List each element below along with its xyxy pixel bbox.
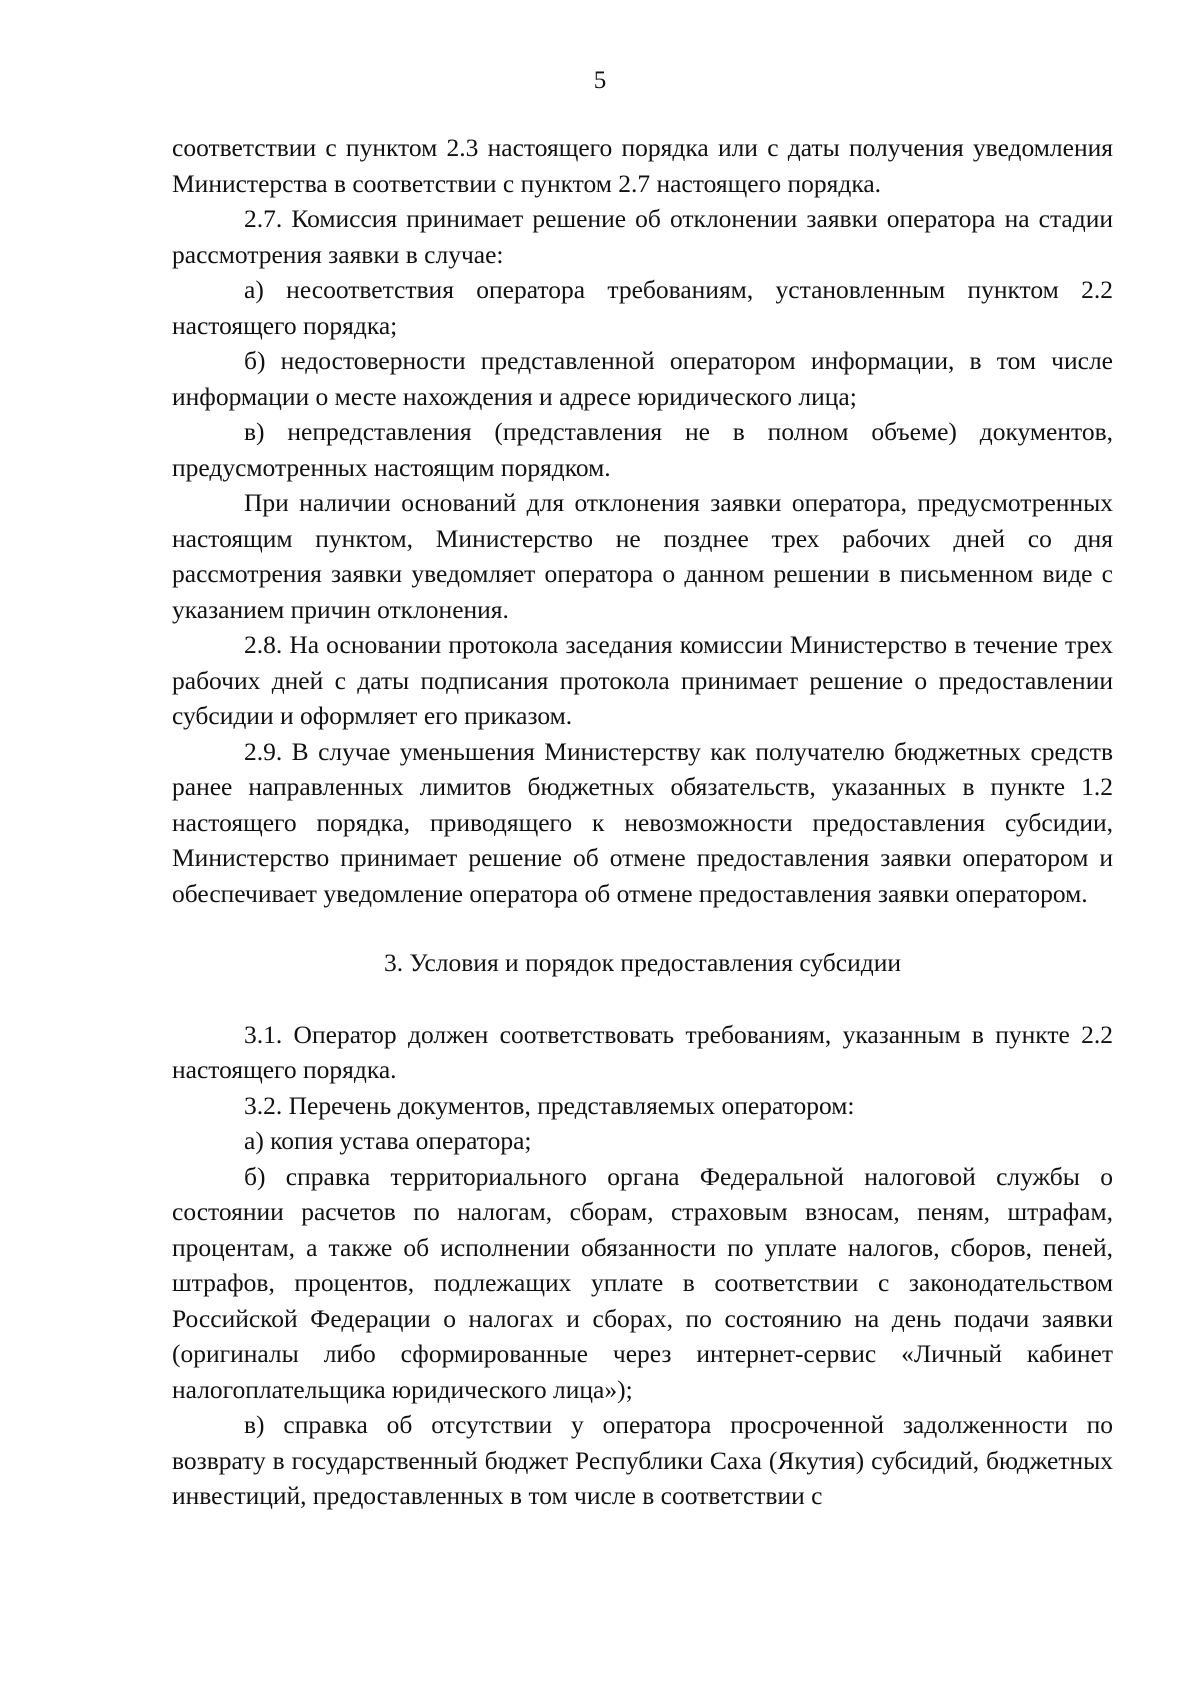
paragraph: При наличии оснований для отклонения заявки оператора, предусмотренных настоящим пунктом, Министерство не позднее трех рабочих дней со дня рассмотрения заявки уведомляет оператора о данном решении в письменном виде с указанием причин отклонения. [172,488,1113,624]
paragraph: а) несоответствия оператора требованиям, установленным пунктом 2.2 настоящего порядка; [172,275,1113,340]
paragraph: 3.1. Оператор должен соответствовать требованиям, указанным в пункте 2.2 настоящего порядка. [172,1019,1113,1084]
section-heading: 3. Условия и порядок предоставления субсидии [383,948,902,977]
paragraph: 3.2. Перечень документов, представляемых оператором: [244,1090,855,1120]
paragraph: 2.9. В случае уменьшения Министерству как получателю бюджетных средств ранее направленных лимитов бюджетных обязательств, указанных в пункте 1.2 настоящего порядка, приводящего к невозможности предоставления субсидии, Министерство принимает решение об отмене предоставления заявки оператором и обеспечивает уведомление оператора об отмене предоставления заявки оператором. [172,736,1113,908]
paragraph: в) справка об отсутствии у оператора просроченной задолженности по возврату в государственный бюджет Республики Саха (Якутия) субсидий, бюджетных инвестиций, предоставленных в том числе в соответствии с [172,1410,1113,1510]
document-body [172,130,1113,1514]
paragraph: в) непредставления (представления не в полном объеме) документов, предусмотренных настоящим порядком. [172,417,1113,482]
paragraph: 2.7. Комиссия принимает решение об отклонении заявки оператора на стадии рассмотрения заявки в случае: [172,204,1113,269]
page-number: 5 [593,67,607,94]
paragraph: б) недостоверности представленной оператором информации, в том числе информации о месте нахождения и адресе юридического лица; [172,346,1113,411]
paragraph: 2.8. На основании протокола заседания комиссии Министерство в течение трех рабочих дней с даты подписания протокола принимает решение о предоставлении субсидии и оформляет его приказом. [172,630,1113,730]
paragraph: соответствии с пунктом 2.3 настоящего порядка или с даты получения уведомления Министерства в соответствии с пунктом 2.7 настоящего порядка. [172,133,1113,198]
paragraph: б) справка территориального органа Федеральной налоговой службы о состоянии расчетов по налогам, сборам, страховым взносам, пеням, штрафам, процентам, а также об исполнении обязанности по уплате налогов, сборов, пеней, штрафов, процентов, подлежащих уплате в соответствии с законодательством Российской Федерации о налогах и сборах, по состоянию на день подачи заявки (оригиналы либо сформированные через интернет-сервис «Личный кабинет налогоплательщика юридического лица»); [172,1161,1113,1404]
paragraph: а) копия устава оператора; [244,1126,532,1155]
